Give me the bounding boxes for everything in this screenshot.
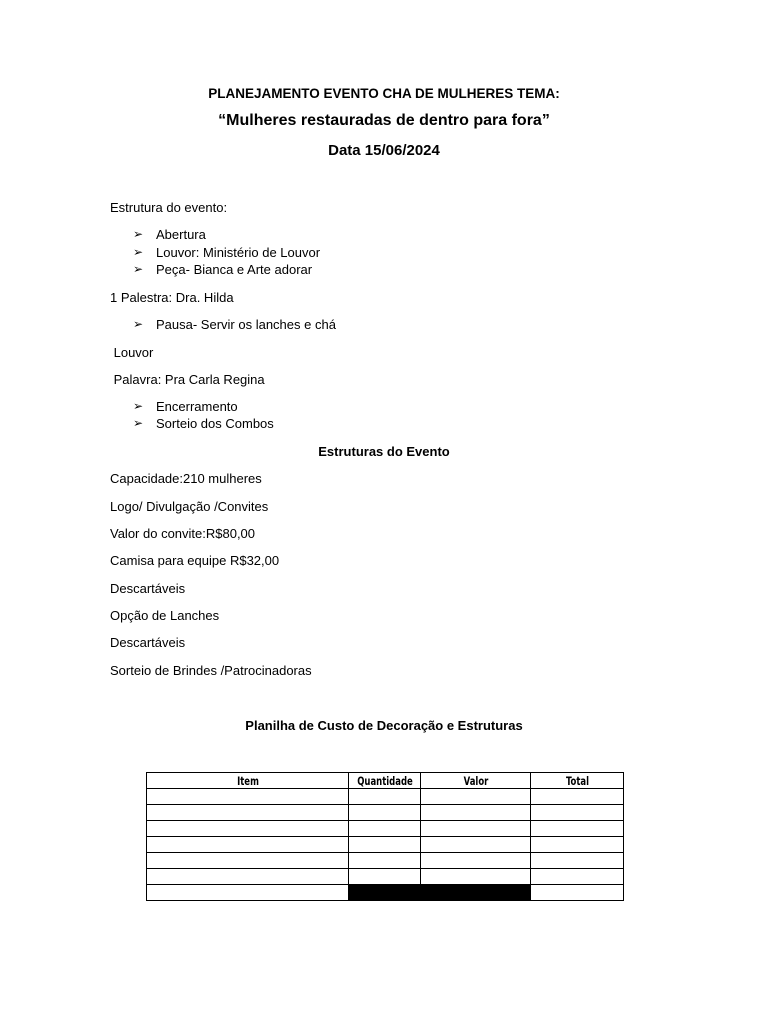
program-bullet: ➢ Abertura <box>133 227 206 242</box>
structure-item: Descartáveis <box>110 635 186 650</box>
arrowhead-bullet-icon: ➢ <box>133 262 144 276</box>
table-cell <box>147 821 349 837</box>
program-bullet: ➢ Sorteio dos Combos <box>133 416 274 431</box>
table-cell <box>147 805 349 821</box>
table-cell <box>421 837 531 853</box>
table-row <box>147 837 624 853</box>
table-cell <box>349 805 421 821</box>
event-theme: “Mulheres restauradas de dentro para fora” <box>218 112 550 129</box>
table-cell <box>531 821 624 837</box>
table-cell <box>531 837 624 853</box>
table-cell <box>349 789 421 805</box>
table-cell <box>147 885 349 901</box>
table-row <box>147 853 624 869</box>
table-header-row <box>147 773 624 789</box>
table-row <box>147 885 624 901</box>
column-header-item: Item <box>165 773 331 789</box>
arrowhead-bullet-icon: ➢ <box>133 399 144 413</box>
table-cell <box>421 869 531 885</box>
program-bullet: ➢ Peça- Bianca e Arte adorar <box>133 262 313 277</box>
table-cell <box>421 805 531 821</box>
arrowhead-bullet-icon: ➢ <box>133 227 144 241</box>
table-row <box>147 789 624 805</box>
lecture-line: 1 Palestra: Dra. Hilda <box>110 290 234 305</box>
arrowhead-bullet-icon: ➢ <box>133 317 144 331</box>
table-cell <box>349 821 421 837</box>
table-cell <box>349 869 421 885</box>
structure-item: Valor do convite:R$80,00 <box>110 526 256 541</box>
table-cell <box>147 789 349 805</box>
program-bullet: ➢ Encerramento <box>133 399 238 414</box>
structure-item: Opção de Lanches <box>110 608 220 623</box>
table-cell <box>531 805 624 821</box>
program-heading: Estrutura do evento: <box>110 200 228 215</box>
document-title: PLANEJAMENTO EVENTO CHA DE MULHERES TEMA: <box>208 86 560 101</box>
cost-table <box>146 772 624 901</box>
worship-line: Louvor <box>110 345 154 360</box>
column-header-total: Total <box>539 773 615 789</box>
arrowhead-bullet-icon: ➢ <box>133 245 144 259</box>
cost-sheet-heading: Planilha de Custo de Decoração e Estruturas <box>245 718 523 733</box>
program-bullet: ➢ Louvor: Ministério de Louvor <box>133 245 321 260</box>
column-header-value: Valor <box>430 773 520 789</box>
table-cell <box>531 789 624 805</box>
arrowhead-bullet-icon: ➢ <box>133 416 144 430</box>
table-cell <box>349 837 421 853</box>
structure-item: Sorteio de Brindes /Patrocinadoras <box>110 663 312 678</box>
table-cell <box>147 869 349 885</box>
table-cell <box>421 789 531 805</box>
word-line: Palavra: Pra Carla Regina <box>110 372 265 387</box>
table-row <box>147 821 624 837</box>
table-row <box>147 805 624 821</box>
table-cell <box>349 853 421 869</box>
table-cell-shaded <box>349 885 531 901</box>
program-bullet: ➢ Pausa- Servir os lanches e chá <box>133 317 336 332</box>
column-header-quantity: Quantidade <box>356 773 413 788</box>
table-cell <box>421 853 531 869</box>
structure-item: Logo/ Divulgação /Convites <box>110 499 269 514</box>
structures-heading: Estruturas do Evento <box>318 444 450 459</box>
event-date: Data 15/06/2024 <box>328 142 440 159</box>
table-cell <box>147 853 349 869</box>
structure-item: Descartáveis <box>110 581 186 596</box>
table-cell <box>531 885 624 901</box>
structure-item: Capacidade:210 mulheres <box>110 471 262 486</box>
table-row <box>147 869 624 885</box>
table-cell <box>421 821 531 837</box>
table-cell <box>147 837 349 853</box>
table-cell <box>531 853 624 869</box>
structure-item: Camisa para equipe R$32,00 <box>110 553 280 568</box>
table-cell <box>531 869 624 885</box>
